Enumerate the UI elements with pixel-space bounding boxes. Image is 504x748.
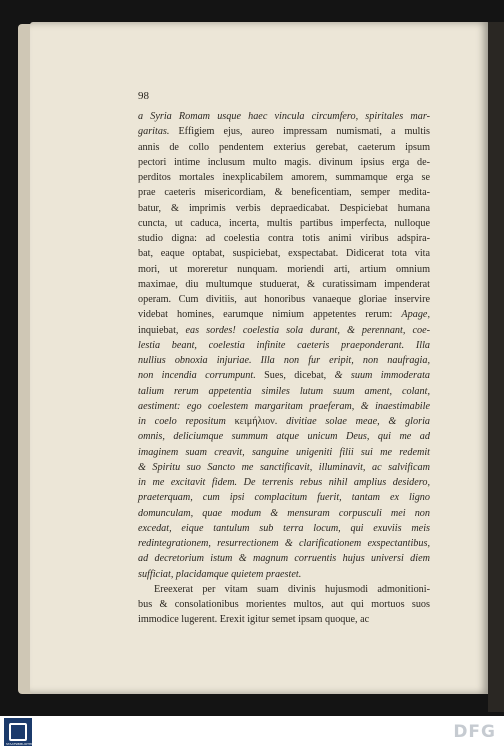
text-segment: eas sordes! coelestia sola durant, & perennant, coe- — [185, 324, 430, 336]
text-segment: Ereexerat per vitam suam divinis hujusmodi admonitioni- — [154, 583, 430, 595]
text-segment: & suum immoderata — [334, 370, 431, 382]
text-segment: operam. Cum divitiis, aut honoribus vanaeque gloriae inservire — [138, 294, 430, 305]
text-segment: redintegrationem, resurrectionem & clarificationem exspectantibus, — [138, 538, 430, 549]
text-line — [138, 277, 430, 292]
text-segment: Effigiem ejus, aureo impressam numismati, a multis — [169, 126, 430, 138]
text-segment: bus & consolationibus morientes multos, aut qui mortuos suos — [138, 599, 430, 610]
text-segment: maximae, diu multumque studuerat, & curatissimam impenderat — [138, 278, 430, 290]
text-segment: immodice lugerent. Erexit igitur semet ipsam quoque, ac — [138, 614, 370, 626]
library-logo-icon[interactable] — [4, 718, 36, 746]
text-line — [138, 414, 430, 429]
text-segment: prae caeteris misericordiam, & beneficentiam, semper medita- — [138, 187, 430, 199]
text-line — [138, 582, 430, 597]
text-segment: & Spiritu suo Sancto me sanctificavit, illuminavit, ac salvificam — [138, 461, 430, 473]
page-text — [138, 109, 430, 628]
text-line — [138, 612, 430, 627]
text-segment: studio digna: ad coelestia contra totis animi viribus adspira- — [138, 233, 430, 244]
text-segment: Apage, — [401, 309, 430, 321]
text-line — [138, 384, 430, 399]
page-number: 98 — [138, 90, 149, 102]
text-line — [138, 429, 430, 444]
text-segment: inquiebat, — [138, 324, 186, 336]
text-line — [138, 140, 430, 155]
text-segment: in coelo repositum — [138, 416, 235, 427]
text-line — [138, 109, 430, 124]
text-line — [138, 368, 430, 383]
viewer-footer — [0, 716, 504, 748]
text-line — [138, 185, 430, 200]
text-line — [138, 246, 430, 261]
text-line — [138, 170, 430, 185]
text-line — [138, 536, 430, 551]
text-segment: videbat homines, earumque nimium appetentes rerum: — [138, 309, 402, 321]
text-segment: imaginem suam creavit, sanguine unigeniti filii sui me redemit — [138, 446, 430, 458]
text-segment: bat, eaque optabat, suspiciebat, exspectabat. Didicerat tota vita — [138, 248, 430, 260]
text-line — [138, 551, 430, 566]
text-line — [138, 597, 430, 612]
text-line — [138, 262, 430, 277]
text-segment: nullius obnoxia injuriae. Illa non fur eripit, non naufragia, — [138, 355, 430, 366]
text-segment: talium rerum appetentia similes lutum suum ament, colant, — [138, 385, 430, 397]
text-line — [138, 399, 430, 414]
text-segment: mori, ut moreretur nunquam. moriendi arti, artium omnium — [138, 263, 430, 275]
text-segment: praeterquam, cum ipsi complacitum fuerit, tantam ex ligno — [138, 492, 430, 504]
text-segment: sufficiat, placidamque quietem praestet. — [138, 568, 302, 580]
logo-mark — [9, 723, 27, 741]
text-segment: omnis, deliciumque summum atque unicum Deus, qui me ad — [138, 431, 430, 443]
text-segment: excedat, eique tantulum sub terra locum, qui exuviis meis — [138, 522, 430, 534]
text-line — [138, 292, 430, 307]
text-segment: Sues, dicebat, — [255, 370, 335, 382]
text-line — [138, 506, 430, 521]
text-segment: in me excitavit fidem. De terrenis rebus nihil amplius desidero, — [138, 477, 430, 488]
text-line — [138, 307, 430, 322]
text-line — [138, 231, 430, 246]
text-segment: batur, & imprimis verbis depraedicabat. Despiciebat humana — [138, 202, 430, 214]
text-line — [138, 460, 430, 475]
text-line — [138, 475, 430, 490]
text-segment: pectori intime inclusum multo magis. divinum ipsius erga de- — [138, 156, 430, 168]
text-segment: perditos mortales inexplicabilem amorem, summamque erga se — [138, 172, 430, 183]
page-edge — [488, 22, 504, 712]
text-segment: garitas. — [138, 126, 170, 138]
text-segment: ad decretorium istum & magnum corruentis hujus universi diem — [138, 553, 430, 565]
text-line — [138, 490, 430, 505]
text-segment: domunculam, quae modum & mensuram corpusculi mei non — [138, 507, 430, 519]
text-line — [138, 445, 430, 460]
text-line — [138, 567, 430, 582]
logo-caption: STAATSBIBLIOTHEK — [6, 742, 36, 746]
text-line — [138, 338, 430, 353]
text-line — [138, 201, 430, 216]
text-line — [138, 353, 430, 368]
text-segment: aestiment: ego coelestem margaritam praeferam, & inaestimabile — [138, 400, 430, 412]
text-segment: cuncta, ut caduca, incerta, multis partibus imperfecta, nulloque — [138, 217, 430, 229]
text-segment: divitiae solae meae, & gloria — [277, 416, 430, 427]
text-line — [138, 323, 430, 338]
text-segment: annis de collo pendentem exterius gerebat, caeterum ipsum — [138, 141, 430, 153]
text-line — [138, 521, 430, 536]
text-line — [138, 155, 430, 170]
text-segment: non incendia corrumpunt. — [138, 370, 256, 382]
text-line — [138, 124, 430, 139]
text-segment: a Syria Romam usque haec vincula circumfero, spiritales mar- — [138, 111, 430, 122]
text-line — [138, 216, 430, 231]
text-segment: lestia beant, coelestia infinite caeteris praeponderant. Illa — [138, 339, 430, 351]
dfg-logo[interactable]: DFG — [453, 722, 496, 742]
text-segment: κειμήλιον. — [234, 416, 278, 427]
